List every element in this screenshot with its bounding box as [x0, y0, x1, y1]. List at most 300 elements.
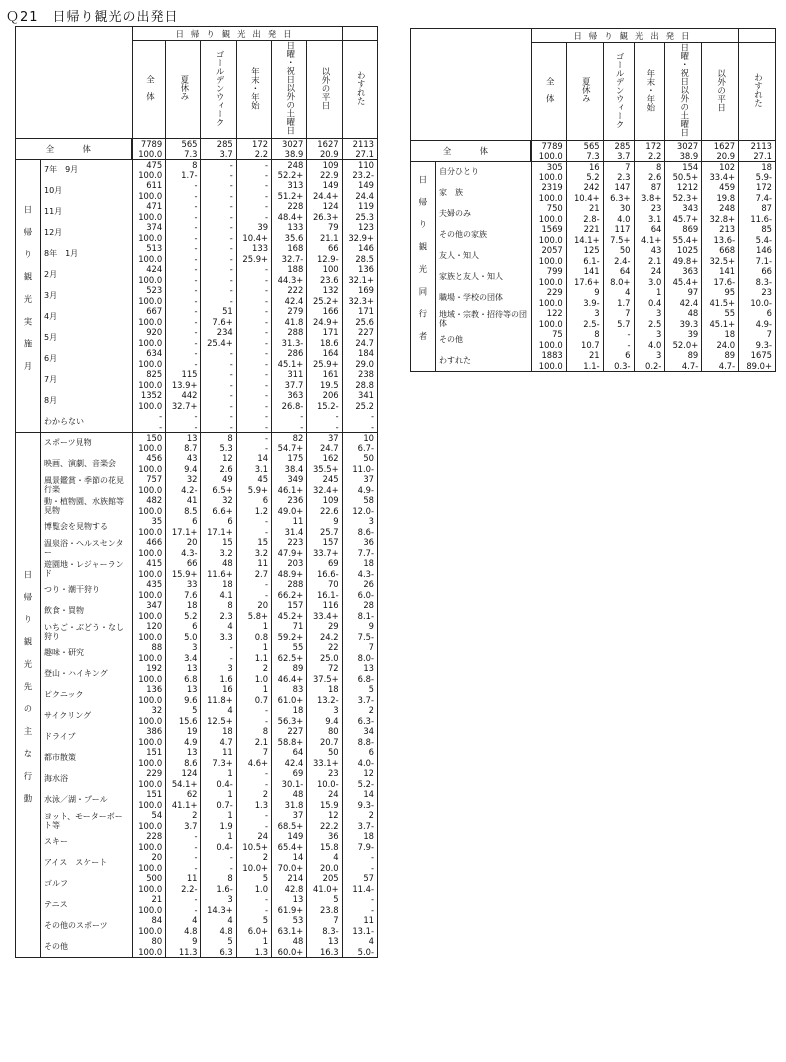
cell-count: 799: [531, 266, 566, 277]
total-row: [411, 140, 776, 151]
cell-count: 39: [665, 329, 702, 340]
cell-count: 1: [201, 768, 236, 779]
cell-count: 5: [236, 873, 271, 884]
cell-count: 869: [665, 224, 702, 235]
cell-count: 459: [702, 182, 739, 193]
cell-count: 285: [603, 140, 634, 151]
cell-count: 14: [342, 789, 377, 800]
cell-count: 147: [603, 182, 634, 193]
cell-percent: 15.6: [166, 716, 201, 727]
col-gw: ゴールデンウィーク: [201, 41, 236, 139]
cell-percent: -: [166, 863, 201, 874]
cell-count: -: [236, 369, 271, 380]
cell-count: 171: [342, 306, 377, 317]
cell-percent: 6.8-: [342, 674, 377, 685]
table-row: [16, 894, 378, 905]
cell-count: 166: [307, 306, 342, 317]
cell-percent: -: [236, 779, 271, 790]
cell-count: -: [166, 243, 201, 254]
cell-count: 13: [342, 663, 377, 674]
cell-percent: -: [166, 233, 201, 244]
cell-count: 7: [739, 329, 776, 340]
cell-count: 18: [166, 600, 201, 611]
cell-count: 161: [307, 369, 342, 380]
right-table: [410, 28, 776, 372]
cell-count: 18: [739, 161, 776, 172]
table-row: [16, 936, 378, 947]
cell-count: 3: [634, 350, 665, 361]
row-label: 6月: [41, 348, 133, 369]
cell-count: -: [201, 222, 236, 233]
cell-count: 1: [236, 642, 271, 653]
cell-count: 8: [201, 432, 236, 443]
cell-count: 117: [603, 224, 634, 235]
row-label: ドライブ: [41, 726, 133, 747]
cell-percent: 100.0: [531, 256, 566, 267]
cell-count: 482: [132, 495, 165, 506]
cell-percent: 8.0+: [603, 277, 634, 288]
cell-percent: 1.3: [236, 800, 271, 811]
cell-count: -: [166, 327, 201, 338]
row-label: 7年 9月: [41, 159, 133, 180]
cell-percent: -: [236, 359, 271, 370]
cell-percent: 100.0: [132, 716, 165, 727]
cell-count: 66: [739, 266, 776, 277]
cell-percent: 14.1+: [566, 235, 603, 246]
row-label: サイクリング: [41, 705, 133, 726]
cell-count: 16: [201, 684, 236, 695]
cell-count: 227: [342, 327, 377, 338]
cell-count: 87: [634, 182, 665, 193]
cell-percent: 9.4: [166, 464, 201, 475]
cell-percent: 31.3-: [272, 338, 307, 349]
cell-count: 15: [236, 537, 271, 548]
cell-count: -: [166, 285, 201, 296]
cell-count: -: [166, 201, 201, 212]
cell-count: 95: [702, 287, 739, 298]
cell-count: 11: [272, 516, 307, 527]
cell-percent: 58.8+: [272, 737, 307, 748]
cell-count: 363: [665, 266, 702, 277]
cell-percent: 100.0: [132, 170, 165, 181]
cell-count: 2319: [531, 182, 566, 193]
row-label: 12月: [41, 222, 133, 243]
cell-count: 3: [201, 894, 236, 905]
cell-percent: 13.9+: [166, 380, 201, 391]
cell-count: 169: [342, 285, 377, 296]
cell-percent: 13.6-: [702, 235, 739, 246]
cell-count: 13: [307, 936, 342, 947]
cell-count: 668: [702, 245, 739, 256]
cell-percent: 8.0-: [342, 653, 377, 664]
cell-count: -: [201, 369, 236, 380]
cell-percent: 89.0+: [739, 361, 776, 372]
cell-percent: -: [342, 905, 377, 916]
row-label: 登山・ハイキング: [41, 663, 133, 684]
cell-count: 100: [307, 264, 342, 275]
cell-count: 1883: [531, 350, 566, 361]
cell-count: -: [201, 348, 236, 359]
table-row: [16, 474, 378, 485]
cell-percent: 1.6-: [201, 884, 236, 895]
cell-count: 205: [307, 873, 342, 884]
cell-percent: 100.0: [132, 233, 165, 244]
cell-percent: 6.3-: [342, 716, 377, 727]
cell-count: 72: [307, 663, 342, 674]
cell-count: -: [342, 411, 377, 422]
cell-percent: -: [236, 191, 271, 202]
cell-percent: 28.8: [342, 380, 377, 391]
table-row: [16, 180, 378, 191]
cell-percent: 20.7: [307, 737, 342, 748]
cell-count: 22: [307, 642, 342, 653]
cell-percent: 24.4+: [307, 191, 342, 202]
cell-count: -: [236, 705, 271, 716]
col-sunday: 日曜・祝日以外の土曜日: [272, 41, 307, 139]
cell-percent: 56.3+: [272, 716, 307, 727]
table-row: [411, 245, 776, 256]
cell-count: 175: [272, 453, 307, 464]
cell-percent: 25.6: [342, 317, 377, 328]
cell-percent: 26.8-: [272, 401, 307, 412]
cell-count: 4: [603, 287, 634, 298]
cell-count: 7789: [531, 140, 566, 151]
cell-percent: 1.7-: [166, 170, 201, 181]
cell-count: -: [342, 852, 377, 863]
cell-percent: 6.6+: [201, 506, 236, 517]
cell-percent: 4.7-: [702, 361, 739, 372]
cell-count: 146: [342, 243, 377, 254]
cell-count: 4: [201, 705, 236, 716]
cell-percent: -: [201, 296, 236, 307]
cell-percent: 100.0: [531, 214, 566, 225]
cell-percent: 5.2: [166, 611, 201, 622]
cell-percent: 46.1+: [272, 485, 307, 496]
cell-count: 1: [201, 789, 236, 800]
row-label: スキー: [41, 831, 133, 852]
cell-percent: -: [201, 254, 236, 265]
cell-count: 500: [132, 873, 165, 884]
table-row: [16, 327, 378, 338]
table-row: [16, 789, 378, 800]
cell-percent: 47.9+: [272, 548, 307, 559]
cell-count: -: [166, 264, 201, 275]
cell-percent: 2.6: [634, 172, 665, 183]
cell-count: 311: [272, 369, 307, 380]
cell-percent: 3.7-: [342, 821, 377, 832]
cell-count: 184: [342, 348, 377, 359]
cell-percent: 9.3-: [739, 340, 776, 351]
cell-count: 248: [272, 159, 307, 170]
cell-count: 83: [272, 684, 307, 695]
cell-count: 9: [342, 621, 377, 632]
cell-percent: 100.0: [132, 779, 165, 790]
cell-percent: -: [236, 590, 271, 601]
cell-percent: 50.5+: [665, 172, 702, 183]
cell-count: 5: [201, 936, 236, 947]
cell-count: 58: [342, 495, 377, 506]
total-row: [16, 138, 378, 149]
col-summer: 夏休み: [166, 41, 201, 139]
cell-percent: 10.0+: [236, 863, 271, 874]
cell-count: 7: [603, 308, 634, 319]
cell-percent: 100.0: [132, 191, 165, 202]
col-newyear: 年末・年始: [236, 41, 271, 139]
cell-percent: 3.3: [201, 632, 236, 643]
cell-percent: 54.7+: [272, 443, 307, 454]
cell-percent: -: [603, 340, 634, 351]
cell-percent: 100.0: [132, 653, 165, 664]
cell-percent: 33.4+: [702, 172, 739, 183]
cell-count: 18: [342, 558, 377, 569]
cell-percent: 38.9: [665, 151, 702, 162]
cell-percent: 68.5+: [272, 821, 307, 832]
cell-percent: 100.0: [132, 884, 165, 895]
cell-count: -: [201, 285, 236, 296]
cell-percent: 100.0: [132, 548, 165, 559]
cell-percent: 18.6: [307, 338, 342, 349]
cell-percent: -: [236, 317, 271, 328]
cell-count: 109: [307, 159, 342, 170]
table-row: [411, 308, 776, 319]
cell-percent: 54.1+: [166, 779, 201, 790]
cell-count: 30: [603, 203, 634, 214]
cell-percent: 45.2+: [272, 611, 307, 622]
cell-percent: 3.2: [201, 548, 236, 559]
cell-count: 5: [236, 915, 271, 926]
cell-count: 37: [307, 432, 342, 443]
cell-percent: 4.0-: [342, 758, 377, 769]
cell-count: 146: [739, 245, 776, 256]
cell-percent: 42.4: [665, 298, 702, 309]
cell-percent: -: [236, 380, 271, 391]
cell-percent: 16.6-: [307, 569, 342, 580]
cell-count: 87: [739, 203, 776, 214]
cell-percent: 52.2+: [272, 170, 307, 181]
cell-count: -: [236, 159, 271, 170]
cell-percent: 14.3+: [201, 905, 236, 916]
row-label: いちご・ぶどう・なし狩り: [41, 621, 133, 642]
cell-count: 4: [166, 915, 201, 926]
cell-count: 12: [201, 453, 236, 464]
cell-count: 234: [201, 327, 236, 338]
cell-count: 611: [132, 180, 165, 191]
cell-count: 3: [566, 308, 603, 319]
cell-percent: 65.4+: [272, 842, 307, 853]
cell-percent: 24.0: [702, 340, 739, 351]
cell-percent: 4.9: [166, 737, 201, 748]
table-row: [411, 350, 776, 361]
cell-count: 51: [201, 306, 236, 317]
cell-count: 172: [236, 138, 271, 149]
cell-percent: 45.1+: [702, 319, 739, 330]
row-label: つり・潮干狩り: [41, 579, 133, 600]
cell-count: 20: [236, 600, 271, 611]
cell-percent: 0.7-: [201, 800, 236, 811]
cell-count: 3: [634, 308, 665, 319]
cell-percent: 24.7: [342, 338, 377, 349]
cell-count: 2: [236, 663, 271, 674]
cell-count: 34: [342, 726, 377, 737]
table-row: [16, 873, 378, 884]
total-label: 全 体: [411, 140, 531, 161]
table-row: [411, 224, 776, 235]
cell-percent: 100.0: [531, 193, 566, 204]
cell-count: -: [166, 894, 201, 905]
cell-count: 125: [566, 245, 603, 256]
cell-count: 89: [272, 663, 307, 674]
cell-count: 238: [342, 369, 377, 380]
cell-percent: 10.7: [566, 340, 603, 351]
cell-percent: 100.0: [132, 464, 165, 475]
cell-count: 206: [307, 390, 342, 401]
row-label: ヨット、モーターボート等: [41, 810, 133, 831]
cell-percent: 8.6: [166, 758, 201, 769]
cell-count: 236: [272, 495, 307, 506]
cell-percent: 11.6+: [201, 569, 236, 580]
cell-percent: 13.2-: [307, 695, 342, 706]
cell-percent: 41.1+: [166, 800, 201, 811]
cell-percent: -: [236, 905, 271, 916]
cell-count: 53: [272, 915, 307, 926]
cell-count: 80: [307, 726, 342, 737]
cell-percent: 6.3: [201, 947, 236, 958]
cell-count: -: [201, 852, 236, 863]
cell-percent: 100.0: [132, 611, 165, 622]
cell-count: 8: [236, 726, 271, 737]
cell-percent: 15.9: [307, 800, 342, 811]
cell-count: -: [166, 306, 201, 317]
cell-count: -: [307, 411, 342, 422]
cell-count: -: [603, 329, 634, 340]
cell-percent: -: [236, 296, 271, 307]
cell-percent: 33.7+: [307, 548, 342, 559]
cell-percent: 37.7: [272, 380, 307, 391]
header-span: 日帰り観光出発日: [531, 29, 738, 43]
cell-count: 70: [307, 579, 342, 590]
cell-percent: 25.4+: [201, 338, 236, 349]
cell-count: -: [201, 642, 236, 653]
cell-percent: 7.5-: [342, 632, 377, 643]
cell-percent: -: [166, 359, 201, 370]
cell-percent: 42.8: [272, 884, 307, 895]
cell-percent: 70.0+: [272, 863, 307, 874]
row-label: 夫婦のみ: [436, 203, 532, 224]
cell-count: 157: [272, 600, 307, 611]
row-label: 自分ひとり: [436, 161, 532, 182]
table-row: [16, 768, 378, 779]
cell-percent: 17.1+: [166, 527, 201, 538]
cell-count: 2113: [739, 140, 776, 151]
cell-percent: 100.0: [132, 212, 165, 223]
cell-count: 20: [166, 537, 201, 548]
cell-percent: 10.4+: [236, 233, 271, 244]
cell-percent: 8.8-: [342, 737, 377, 748]
cell-count: 305: [531, 161, 566, 172]
cell-count: 2: [166, 810, 201, 821]
cell-percent: 7.6: [166, 590, 201, 601]
cell-count: 7: [342, 642, 377, 653]
cell-percent: 100.0: [132, 149, 165, 160]
col-newyear: 年末・年始: [634, 43, 665, 141]
cell-percent: 100.0: [132, 800, 165, 811]
table-row: [16, 810, 378, 821]
cell-count: 565: [166, 138, 201, 149]
cell-percent: 55.4+: [665, 235, 702, 246]
cell-percent: 2.4-: [603, 256, 634, 267]
cell-count: 50: [307, 747, 342, 758]
cell-percent: 10.4+: [566, 193, 603, 204]
cell-percent: 100.0: [531, 277, 566, 288]
cell-count: 285: [201, 138, 236, 149]
cell-count: 23: [739, 287, 776, 298]
cell-percent: 100.0: [132, 632, 165, 643]
cell-count: 55: [272, 642, 307, 653]
cell-count: 228: [272, 201, 307, 212]
cell-count: 26: [342, 579, 377, 590]
cell-percent: 8.6-: [342, 527, 377, 538]
cell-percent: 3.7: [201, 149, 236, 160]
cell-count: 1352: [132, 390, 165, 401]
cell-percent: 3.1: [236, 464, 271, 475]
cell-percent: 2.5: [634, 319, 665, 330]
col-forgot: わすれた: [739, 43, 776, 141]
cell-count: 50: [603, 245, 634, 256]
cell-count: 43: [634, 245, 665, 256]
cell-percent: 100.0: [531, 340, 566, 351]
cell-count: 18: [201, 579, 236, 590]
cell-percent: -: [236, 170, 271, 181]
cell-percent: 7.7-: [342, 548, 377, 559]
cell-percent: 39.3: [665, 319, 702, 330]
row-label: 飲食・買物: [41, 600, 133, 621]
cell-count: 172: [634, 140, 665, 151]
cell-percent: 29.0: [342, 359, 377, 370]
cell-percent: 27.1: [342, 149, 377, 160]
cell-count: 19: [166, 726, 201, 737]
category-label-text: 日帰り観光先の主な行動: [23, 570, 33, 817]
cell-count: 1: [201, 831, 236, 842]
cell-count: 279: [272, 306, 307, 317]
cell-count: 221: [566, 224, 603, 235]
cell-count: 6: [236, 495, 271, 506]
row-label: 動・植物園、水族館等見物: [41, 495, 133, 516]
cell-percent: 3.7-: [342, 695, 377, 706]
cell-count: -: [272, 411, 307, 422]
cell-count: 4: [201, 621, 236, 632]
cell-percent: 15.2-: [307, 401, 342, 412]
table-row: [16, 537, 378, 548]
cell-count: 15: [201, 537, 236, 548]
cell-percent: 8.3-: [307, 926, 342, 937]
cell-percent: 33.4+: [307, 611, 342, 622]
cell-count: 466: [132, 537, 165, 548]
cell-percent: 1.2: [236, 506, 271, 517]
table-row: [16, 516, 378, 527]
cell-count: 248: [702, 203, 739, 214]
cell-percent: 48.9+: [272, 569, 307, 580]
row-label: ピクニック: [41, 684, 133, 705]
table-row: [16, 579, 378, 590]
cell-count: 825: [132, 369, 165, 380]
cell-percent: -: [236, 716, 271, 727]
cell-percent: 6.0-: [342, 590, 377, 601]
cell-count: 157: [307, 537, 342, 548]
cell-percent: -: [166, 338, 201, 349]
cell-count: 32: [132, 705, 165, 716]
cell-percent: 28.5: [342, 254, 377, 265]
row-label: 風景鑑賞・季節の花見行楽: [41, 474, 133, 495]
